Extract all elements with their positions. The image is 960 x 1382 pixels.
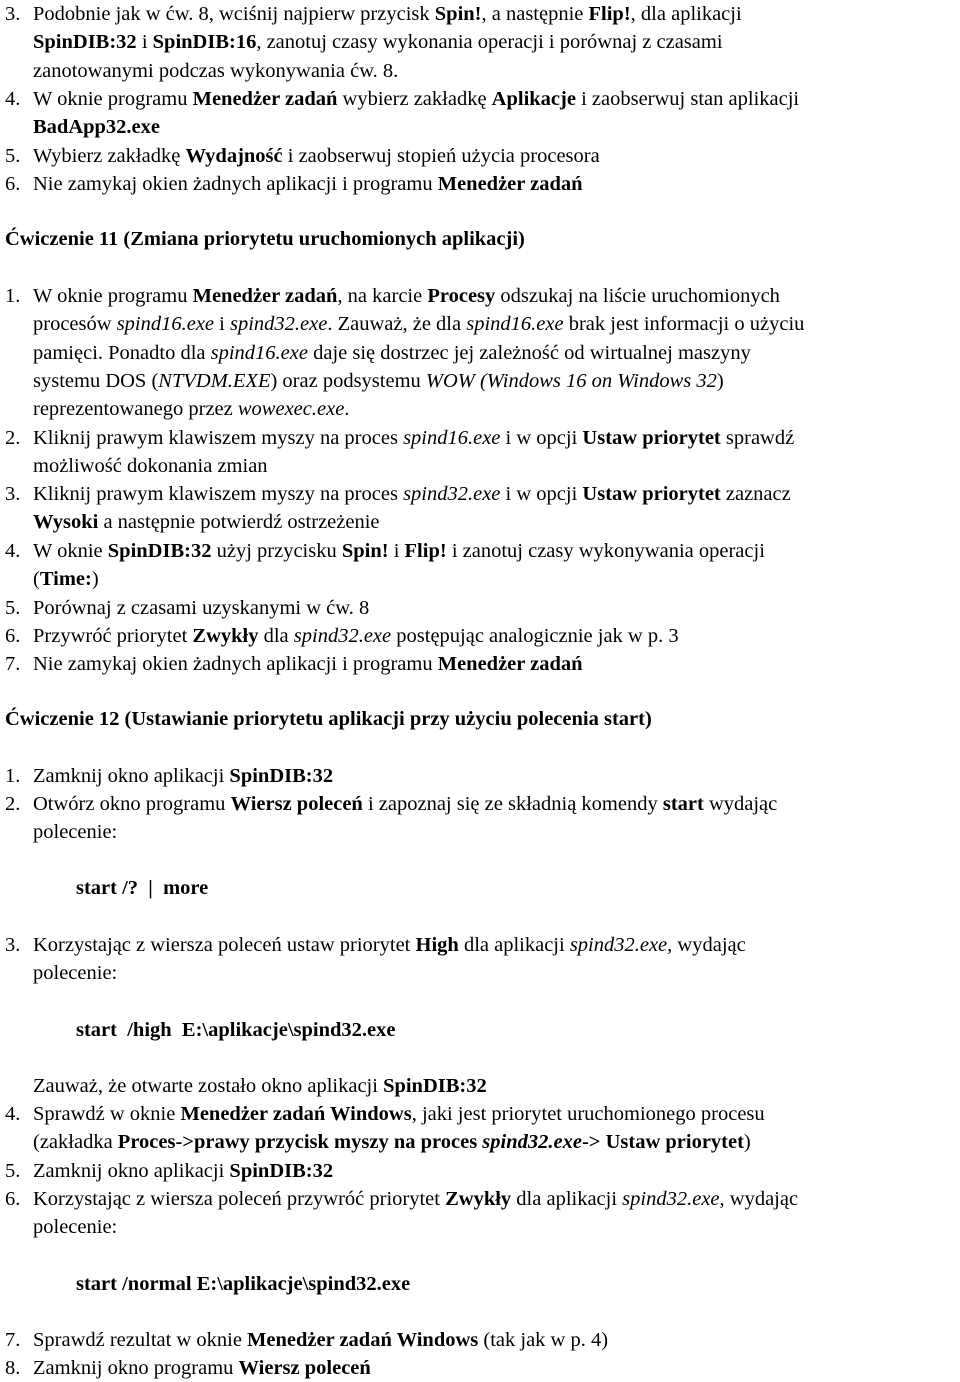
text-run: Korzystając z wiersza poleceń przywróć priorytet bbox=[33, 1188, 446, 1210]
text-run: polecenie: bbox=[33, 821, 118, 844]
exercise-12-heading: Ćwiczenie 12 (Ustawianie priorytetu aplikacji przy użyciu polecenia start) bbox=[5, 708, 652, 730]
text-run: Korzystając z wiersza poleceń ustaw priorytet bbox=[33, 934, 416, 956]
text-run: dla aplikacji bbox=[511, 1188, 623, 1210]
text-run: Przywróć priorytet bbox=[33, 625, 193, 647]
text-run: , jaki jest priorytet uruchomionego procesu bbox=[411, 1103, 765, 1125]
text-run: polecenie: bbox=[33, 1216, 118, 1239]
text-run: procesów bbox=[33, 313, 117, 336]
text-line bbox=[33, 142, 955, 170]
text-run: Ustaw priorytet bbox=[582, 427, 721, 449]
text-line bbox=[33, 1128, 955, 1156]
text-run: ) bbox=[743, 1131, 751, 1154]
text-run: SpinDIB:32 bbox=[33, 31, 137, 54]
text-run: Kliknij prawym klawiszem myszy na proces bbox=[33, 483, 404, 505]
text-run: spind32.exe bbox=[569, 934, 668, 956]
text-run: i zanotuj czasy wykonywania operacji bbox=[446, 540, 765, 562]
text-run: SpinDIB:32 bbox=[229, 765, 334, 787]
list-item-text bbox=[33, 424, 955, 481]
list-item bbox=[5, 1157, 955, 1185]
list-item-number: 3. bbox=[5, 483, 21, 505]
list-item-text bbox=[33, 622, 955, 650]
text-run: wowexec.exe bbox=[237, 398, 345, 421]
text-run: dla aplikacji bbox=[458, 934, 570, 956]
text-run: . bbox=[344, 398, 350, 421]
text-run: Zamknij okno aplikacji bbox=[33, 765, 230, 787]
text-run: polecenie: bbox=[33, 962, 118, 985]
list-item bbox=[5, 762, 955, 790]
text-run: SpinDIB:32 bbox=[229, 1160, 334, 1182]
text-run: Zwykły bbox=[445, 1188, 512, 1210]
text-run: brak jest informacji o użyciu bbox=[563, 313, 805, 336]
text-run: Menedżer zadań bbox=[437, 173, 583, 195]
text-line bbox=[33, 650, 955, 678]
list-item-text bbox=[33, 1157, 955, 1185]
text-line bbox=[33, 931, 955, 959]
text-run: spind32.exe bbox=[403, 483, 501, 505]
text-run: postępując analogicznie jak w p. 3 bbox=[391, 625, 679, 647]
text-run: spind32.exe bbox=[293, 625, 392, 647]
text-run: Kliknij prawym klawiszem myszy na proces bbox=[33, 427, 404, 449]
list-item-text bbox=[33, 1100, 955, 1157]
text-run: Zamknij okno aplikacji bbox=[33, 1160, 230, 1182]
list-item-number: 3. bbox=[5, 3, 21, 25]
text-line bbox=[33, 85, 955, 113]
text-run: ) oraz podsystemu bbox=[270, 369, 426, 392]
text-run: , dla aplikacji bbox=[630, 3, 742, 25]
text-run: i bbox=[388, 540, 405, 562]
text-line bbox=[33, 282, 955, 310]
text-line bbox=[33, 1157, 955, 1185]
text-run: WOW (Windows 16 on Windows 32 bbox=[425, 369, 717, 392]
text-line bbox=[33, 1100, 955, 1128]
text-run: W oknie programu bbox=[33, 88, 193, 110]
text-run: ) bbox=[716, 369, 724, 392]
list-item-text bbox=[33, 1326, 955, 1354]
text-run: dla bbox=[258, 625, 294, 647]
list-item-text bbox=[33, 282, 955, 423]
text-run: Porównaj z czasami uzyskanymi w ćw. 8 bbox=[33, 597, 370, 619]
list-item-number: 6. bbox=[5, 173, 21, 195]
text-run: spind16.exe bbox=[116, 313, 215, 336]
text-line bbox=[33, 1185, 955, 1213]
list-item-number: 5. bbox=[5, 1160, 21, 1182]
text-run: spind16.exe bbox=[210, 341, 308, 364]
text-run: Ustaw priorytet bbox=[582, 483, 721, 505]
command-start-high: start /high E:\aplikacje\spind32.exe bbox=[76, 1019, 396, 1041]
text-run: użyj przycisku bbox=[211, 540, 342, 562]
text-run: . Zauważ, że dla bbox=[327, 313, 467, 336]
text-line bbox=[33, 395, 955, 423]
text-run: SpinDIB:32 bbox=[383, 1075, 487, 1097]
text-run: (zakładka bbox=[33, 1131, 118, 1154]
text-run: zaznacz bbox=[720, 483, 791, 505]
list-item-text bbox=[33, 931, 955, 988]
text-run: Sprawdź rezultat w oknie bbox=[33, 1329, 248, 1351]
text-run: i zapoznaj się ze składnią komendy bbox=[362, 793, 663, 815]
list-item-number: 1. bbox=[5, 765, 21, 787]
list-item-text bbox=[33, 762, 955, 790]
list-item-text bbox=[33, 594, 955, 622]
text-run: spind16.exe bbox=[403, 427, 501, 449]
list-item-text bbox=[33, 790, 955, 847]
note-spindib-opened bbox=[33, 1072, 953, 1100]
text-line bbox=[33, 367, 955, 395]
text-run: sprawdź bbox=[720, 427, 795, 449]
text-line bbox=[33, 113, 955, 141]
text-run: , wydając bbox=[667, 934, 746, 956]
text-run: Time: bbox=[39, 568, 92, 591]
text-run: Menedżer zadań bbox=[192, 88, 338, 110]
text-line bbox=[33, 762, 955, 790]
text-run: Flip! bbox=[588, 3, 631, 25]
command-start-normal: start /normal E:\aplikacje\spind32.exe bbox=[76, 1273, 411, 1295]
list-item-number: 6. bbox=[5, 1188, 21, 1210]
list-item-number: 7. bbox=[5, 653, 21, 675]
list-item bbox=[5, 282, 955, 421]
text-line bbox=[33, 1213, 955, 1241]
text-line bbox=[33, 818, 955, 846]
list-item-number: 5. bbox=[5, 145, 21, 167]
list-item bbox=[5, 480, 955, 534]
text-run: Sprawdź w oknie bbox=[33, 1103, 181, 1125]
list-item bbox=[5, 790, 955, 844]
text-line bbox=[33, 508, 955, 536]
list-item bbox=[5, 594, 955, 622]
list-item bbox=[5, 0, 955, 82]
text-run: Nie zamykaj okien żadnych aplikacji i programu bbox=[33, 173, 438, 195]
list-item-number: 4. bbox=[5, 540, 21, 562]
text-run: i w opcji bbox=[500, 427, 583, 449]
text-run: spind32.exe bbox=[230, 313, 328, 336]
text-line bbox=[33, 0, 955, 28]
list-item-number: 5. bbox=[5, 597, 21, 619]
text-line bbox=[33, 565, 955, 593]
exercise-11-heading: Ćwiczenie 11 (Zmiana priorytetu uruchomionych aplikacji) bbox=[5, 228, 525, 250]
text-run: W oknie programu bbox=[33, 285, 193, 307]
text-run: NTVDM.EXE bbox=[158, 369, 271, 392]
list-item-number: 2. bbox=[5, 793, 21, 815]
list-item bbox=[5, 85, 955, 139]
text-run: Wydajność bbox=[185, 145, 283, 167]
text-line bbox=[33, 1354, 955, 1382]
text-run: spind32.exe bbox=[622, 1188, 720, 1210]
text-line bbox=[33, 594, 955, 622]
list-item bbox=[5, 170, 955, 198]
list-item-number: 3. bbox=[5, 934, 21, 956]
text-run: , na karcie bbox=[337, 285, 428, 307]
text-run: SpinDIB:32 bbox=[107, 540, 212, 562]
text-run: Wysoki bbox=[33, 511, 99, 534]
text-run: Zamknij okno programu bbox=[33, 1357, 239, 1379]
text-run: BadApp32.exe bbox=[33, 116, 161, 139]
list-item-number: 6. bbox=[5, 625, 21, 647]
text-line bbox=[33, 480, 955, 508]
text-line bbox=[33, 424, 955, 452]
list-item-text bbox=[33, 1185, 955, 1242]
text-run: Otwórz okno programu bbox=[33, 793, 231, 815]
text-run: i zaobserwuj stopień użycia procesora bbox=[282, 145, 600, 167]
text-run: Nie zamykaj okien żadnych aplikacji i programu bbox=[33, 653, 438, 675]
text-run: Wybierz zakładkę bbox=[33, 145, 186, 167]
list-item-text bbox=[33, 537, 955, 594]
list-item-text bbox=[33, 85, 955, 142]
list-item bbox=[5, 1354, 955, 1382]
text-run: High bbox=[415, 934, 459, 956]
text-run: Zauważ, że otwarte zostało okno aplikacji bbox=[33, 1075, 384, 1097]
text-run: -> Ustaw priorytet bbox=[581, 1131, 744, 1154]
text-run: Zwykły bbox=[192, 625, 259, 647]
text-run: odszukaj na liście uruchomionych bbox=[495, 285, 780, 307]
text-run: i bbox=[214, 313, 230, 336]
list-item-text bbox=[33, 0, 955, 85]
text-line bbox=[33, 28, 955, 56]
list-item bbox=[5, 622, 955, 650]
text-run: spind32.exe bbox=[482, 1131, 582, 1154]
text-line bbox=[33, 339, 955, 367]
text-run: wydając bbox=[703, 793, 778, 815]
text-line bbox=[33, 170, 955, 198]
text-run: zanotowanymi podczas wykonywania ćw. 8. bbox=[33, 59, 399, 82]
text-run: start bbox=[662, 793, 704, 815]
list-item-text bbox=[33, 142, 955, 170]
text-line bbox=[33, 622, 955, 650]
text-run: systemu DOS ( bbox=[33, 369, 159, 392]
command-start-help: start /? | more bbox=[76, 877, 209, 899]
text-line bbox=[33, 57, 955, 85]
text-run: ( bbox=[33, 568, 40, 591]
list-item-number: 7. bbox=[5, 1329, 21, 1351]
list-item-text bbox=[33, 170, 955, 198]
text-run: Aplikacje bbox=[491, 88, 576, 110]
list-item bbox=[5, 1326, 955, 1354]
text-run: reprezentowanego przez bbox=[33, 398, 238, 421]
list-item-text bbox=[33, 650, 955, 678]
text-run: Procesy bbox=[427, 285, 496, 307]
text-run: wybierz zakładkę bbox=[337, 88, 492, 110]
text-run: Menedżer zadań bbox=[192, 285, 338, 307]
list-item bbox=[5, 1100, 955, 1154]
text-run: Podobnie jak w ćw. 8, wciśnij najpierw przycisk bbox=[33, 3, 435, 25]
text-run: pamięci. Ponadto dla bbox=[33, 341, 211, 364]
text-run: W oknie bbox=[33, 540, 108, 562]
text-run: Wiersz poleceń bbox=[238, 1357, 371, 1379]
text-run: możliwość dokonania zmian bbox=[33, 455, 268, 478]
text-run: , wydając bbox=[719, 1188, 799, 1210]
text-run: spind16.exe bbox=[466, 313, 564, 336]
text-run: (tak jak w p. 4) bbox=[478, 1329, 609, 1351]
list-item-text bbox=[33, 1354, 955, 1382]
text-run: Proces->prawy przycisk myszy na proces bbox=[117, 1131, 483, 1154]
text-run: i zaobserwuj stan aplikacji bbox=[575, 88, 800, 110]
list-item bbox=[5, 1185, 955, 1239]
list-item-number: 2. bbox=[5, 427, 21, 449]
text-line bbox=[33, 310, 955, 338]
text-line bbox=[33, 959, 955, 987]
text-run: daje się dostrzec jej zależność od wirtualnej maszyny bbox=[307, 341, 751, 364]
text-run: i bbox=[136, 31, 153, 54]
text-run: Wiersz poleceń bbox=[230, 793, 363, 815]
list-item-number: 4. bbox=[5, 88, 21, 110]
list-item-number: 1. bbox=[5, 285, 21, 307]
text-run: Menedżer zadań Windows bbox=[247, 1329, 479, 1351]
text-line bbox=[33, 790, 955, 818]
list-item bbox=[5, 537, 955, 591]
text-run: a następnie potwierdź ostrzeżenie bbox=[98, 511, 380, 534]
text-run: , zanotuj czasy wykonania operacji i porównaj z czasami bbox=[256, 31, 723, 54]
text-run: Spin! bbox=[341, 540, 389, 562]
text-run: Spin! bbox=[434, 3, 482, 25]
text-line bbox=[33, 537, 955, 565]
text-run: ) bbox=[91, 568, 99, 591]
text-run: Flip! bbox=[404, 540, 447, 562]
list-item bbox=[5, 424, 955, 478]
text-line bbox=[33, 1326, 955, 1354]
list-item-number: 4. bbox=[5, 1103, 21, 1125]
text-run: , a następnie bbox=[481, 3, 589, 25]
text-line bbox=[33, 452, 955, 480]
list-item bbox=[5, 650, 955, 678]
text-run: i w opcji bbox=[500, 483, 583, 505]
text-run: Menedżer zadań bbox=[437, 653, 583, 675]
list-item-text bbox=[33, 480, 955, 537]
text-run: SpinDIB:16 bbox=[152, 31, 257, 54]
list-item bbox=[5, 142, 955, 170]
text-run: Menedżer zadań Windows bbox=[180, 1103, 412, 1125]
list-item-number: 8. bbox=[5, 1357, 21, 1379]
list-item bbox=[5, 931, 955, 985]
